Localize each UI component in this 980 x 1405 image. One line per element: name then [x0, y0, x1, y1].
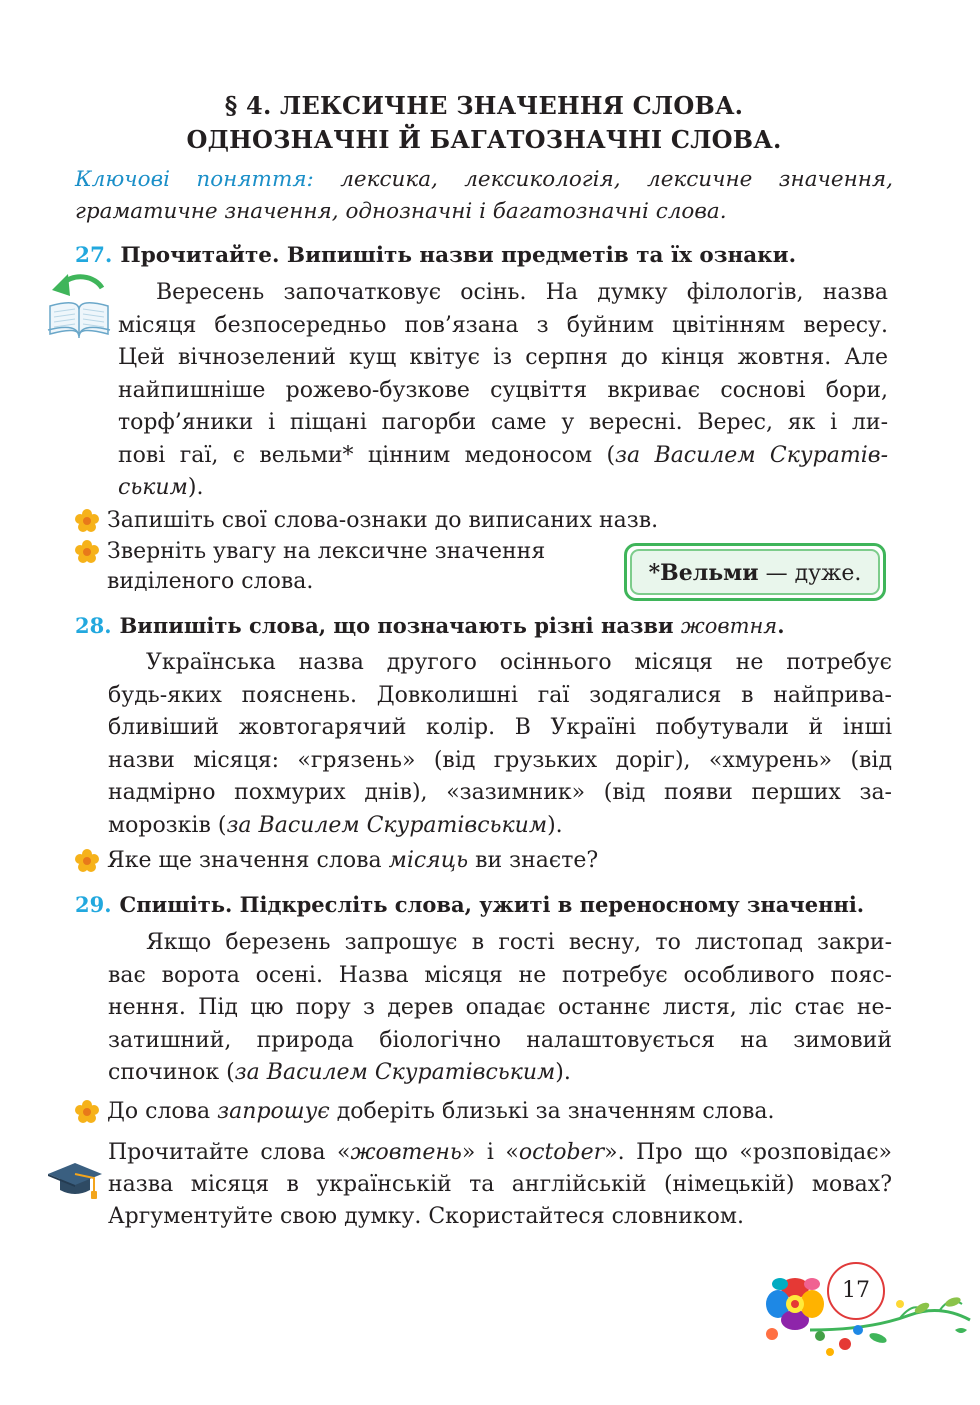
- exercise-27-number: 27.: [75, 243, 113, 268]
- exercise-28-instruction-italic: жовтня: [680, 614, 778, 638]
- key-concepts: [75, 164, 893, 228]
- text-line: ).: [555, 1060, 571, 1085]
- exercise-28-text: [108, 647, 892, 842]
- exercise-27-bullet-2: [75, 537, 545, 597]
- key-concepts-list-1: лексика, лексикологія, лексичне значення,: [313, 167, 893, 192]
- text-line: Якщо березень запрошує в гості весну, то листопад закри-: [146, 930, 892, 955]
- text-line: будь-яких пояснень. Довколишні гаї зодягалися в найприва-: [108, 682, 892, 708]
- exercise-29-text: [108, 927, 892, 1090]
- text-line: нення. Під цю пору з дерев опадає останнє листя, ліс стає не-: [108, 995, 892, 1020]
- bullet-text-italic: місяць: [388, 848, 469, 873]
- page-number: 17: [827, 1262, 885, 1320]
- footnote-term: *Вельми: [648, 560, 759, 586]
- section-title-line2: ОДНОЗНАЧНІ Й БАГАТОЗНАЧНІ СЛОВА.: [186, 125, 782, 154]
- text-line: Вересень започатковує осінь. На думку філологів, назва: [156, 280, 888, 305]
- bullet-text: доберіть близькі за значенням слова.: [329, 1099, 775, 1124]
- text-line: місяця безпосередньо пов’язана з буйним цвітінням вересу.: [118, 312, 888, 338]
- footnote-definition: — дуже.: [758, 561, 862, 586]
- text-line: спочинок (: [108, 1060, 235, 1085]
- exercise-28-bullet: [75, 846, 598, 876]
- exercise-28-task: [75, 610, 893, 642]
- bullet-text: ви знаєте?: [468, 848, 599, 873]
- exercise-27-bullet-1: [75, 506, 658, 536]
- exercise-27-instruction: Прочитайте. Випишіть назви предметів та їх ознаки.: [120, 243, 797, 268]
- text-line: торф’яники і піщані пагорби саме у вересні. Верес, як і ли-: [118, 410, 888, 435]
- exercise-28-instruction: Випишіть слова, що позначають різні назви: [119, 613, 681, 638]
- section-title-line1: § 4. ЛЕКСИЧНЕ ЗНАЧЕННЯ СЛОВА.: [224, 91, 744, 120]
- bullet-text: виділеного слова.: [107, 569, 314, 594]
- flower-bullet-icon: [75, 540, 99, 564]
- flower-bullet-icon: [75, 1100, 99, 1124]
- bullet-text: До слова: [107, 1099, 218, 1124]
- source-citation: за Василем Скуратівським: [234, 1060, 556, 1085]
- text-line: назва місяця в українській та англійській (німецькій) мовах?: [108, 1172, 892, 1197]
- flower-bullet-icon: [75, 509, 99, 533]
- bullet-text-italic: запрошує: [217, 1099, 330, 1124]
- text-line: пові гаї, є вельми* цінним медоносом (: [118, 442, 616, 468]
- exercise-29-task: [75, 889, 893, 921]
- text-line: надмірно похмурих днів), «зазимник» (від появи перших за-: [108, 780, 892, 805]
- text-line: Цей вічнозелений кущ квітує із серпня до кінця жовтня. Але: [118, 345, 888, 370]
- exercise-28-instruction-end: .: [777, 613, 785, 638]
- key-concepts-list-2: граматичне значення, однозначні і багатозначні слова.: [75, 199, 727, 224]
- text-line: ).: [547, 812, 563, 838]
- source-citation: за Василем Скуратів-: [615, 442, 889, 468]
- source-citation: за Василем Скуратівським: [226, 812, 548, 838]
- text-line: Українська назва другого осіннього місяця не потребує: [146, 650, 892, 675]
- word-italic: october: [518, 1140, 605, 1165]
- exercise-29-bullet: [75, 1097, 774, 1127]
- exercise-29-number: 29.: [75, 892, 112, 917]
- extra-task: [108, 1137, 892, 1233]
- text-line: ).: [187, 475, 204, 500]
- text-line: бливіший жовтогарячий колір. В Україні побутували й інші: [108, 715, 892, 740]
- text-line: морозків (: [108, 812, 227, 838]
- text-line: затишний, природа біологічно налаштовується на зимовий: [108, 1027, 892, 1053]
- key-concepts-label: Ключові поняття:: [75, 167, 314, 192]
- bullet-text: Запишіть свої слова-ознаки до виписаних назв.: [107, 508, 659, 533]
- bullet-text: Яке ще значення слова: [107, 848, 389, 873]
- exercise-27-text: [118, 277, 888, 505]
- exercise-29-instruction: Спишіть. Підкресліть слова, ужиті в переносному значенні.: [119, 892, 865, 917]
- text-line: » і «: [461, 1140, 519, 1165]
- text-line: назви місяця: «грязень» (від грузьких доріг), «хмурень» (від: [108, 747, 892, 773]
- flower-bullet-icon: [75, 849, 99, 873]
- exercise-28-number: 28.: [75, 613, 112, 638]
- bullet-text: Зверніть увагу на лексичне значення: [107, 539, 546, 564]
- text-line: Прочитайте слова «: [108, 1140, 351, 1165]
- text-line: Аргументуйте свою думку. Скористайтеся словником.: [108, 1204, 744, 1229]
- source-citation: ським: [118, 475, 188, 500]
- book-refer-icon: [44, 266, 114, 340]
- word-italic: жовтень: [350, 1140, 462, 1165]
- footnote-box: [624, 543, 886, 601]
- text-line: ». Про що «розповідає»: [604, 1140, 892, 1165]
- text-line: найпишніше рожево-бузкове суцвіття вкриває соснові бори,: [118, 377, 888, 403]
- exercise-27-task: [75, 240, 893, 272]
- text-line: ває ворота осені. Назва місяця не потребує особливого пояс-: [108, 962, 892, 988]
- graduation-cap-icon: [46, 1160, 104, 1202]
- footnote-content: [630, 549, 880, 595]
